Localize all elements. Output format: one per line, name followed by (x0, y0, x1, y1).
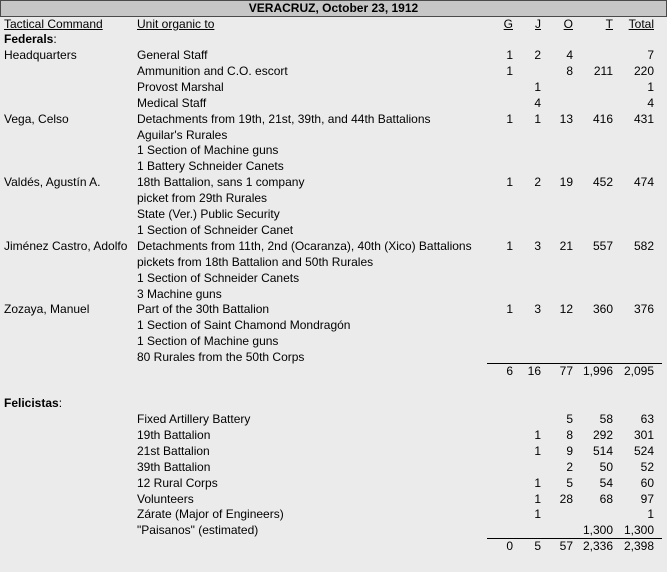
table-row (0, 301, 667, 317)
header-t: T (605, 17, 613, 31)
unit-cell: 1 Battery Schneider Canets (137, 159, 284, 174)
t-cell: 1,300 (582, 523, 613, 538)
table-row (0, 317, 667, 333)
j-cell: 3 (534, 302, 541, 317)
federals-total-j: 16 (527, 364, 541, 378)
felicistas-label: Felicistas (4, 396, 59, 410)
federals-label: Federals (4, 32, 54, 46)
o-cell: 4 (566, 48, 573, 62)
table-row (0, 158, 667, 174)
table-row (0, 427, 667, 443)
header-j: J (535, 17, 541, 31)
total-cell: 52 (640, 459, 654, 474)
felicistas-section-label (0, 395, 667, 411)
federals-total-total: 2,095 (623, 364, 654, 378)
header-o: O (563, 17, 573, 31)
command-cell: Vega, Celso (4, 111, 69, 126)
total-cell: 97 (640, 491, 654, 506)
unit-cell: Zárate (Major of Engineers) (137, 507, 284, 522)
t-cell: 68 (599, 491, 613, 506)
g-cell: 1 (506, 175, 513, 190)
federals-section-label (0, 31, 667, 47)
table-row (0, 174, 667, 190)
total-cell: 220 (633, 63, 654, 78)
total-cell: 524 (633, 443, 654, 458)
total-cell: 431 (633, 111, 654, 126)
total-cell: 1 (647, 507, 654, 522)
j-cell: 2 (534, 175, 541, 190)
unit-cell: Aguilar's Rurales (137, 127, 228, 142)
unit-cell: Ammunition and C.O. escort (137, 63, 288, 78)
j-cell: 1 (534, 427, 541, 442)
unit-cell: 19th Battalion (137, 427, 211, 442)
table-row (0, 506, 667, 522)
table-row (0, 190, 667, 206)
unit-cell: State (Ver.) Public Security (137, 207, 280, 221)
felicistas-total-o: 57 (559, 539, 573, 553)
table-row (0, 47, 667, 63)
g-cell: 1 (506, 238, 513, 253)
table-row (0, 111, 667, 127)
t-cell: 416 (592, 111, 613, 126)
table-row (0, 238, 667, 254)
federals-colon: : (53, 32, 57, 46)
total-cell: 1 (647, 79, 654, 94)
table-row (0, 475, 667, 491)
unit-cell: Detachments from 11th, 2nd (Ocaranza), 40th (Xico) Battalions (137, 238, 472, 253)
unit-cell: Provost Marshal (137, 79, 224, 94)
federals-total-g: 6 (506, 364, 513, 378)
header-row (0, 16, 667, 32)
total-cell: 474 (633, 175, 654, 190)
command-cell: Headquarters (4, 48, 77, 62)
unit-cell: 1 Section of Saint Chamond Mondragón (137, 318, 351, 333)
t-cell: 557 (592, 238, 613, 253)
table-row (0, 63, 667, 79)
unit-cell: "Paisanos" (estimated) (137, 523, 259, 538)
o-cell: 5 (566, 412, 573, 426)
unit-cell: picket from 29th Rurales (137, 191, 268, 206)
table-row (0, 95, 667, 111)
header-tactical-command: Tactical Command (4, 17, 103, 31)
header-g: G (503, 17, 513, 31)
t-cell: 360 (592, 302, 613, 317)
command-cell: Jiménez Castro, Adolfo (4, 238, 128, 253)
j-cell: 2 (534, 48, 541, 62)
command-cell: Zozaya, Manuel (4, 302, 90, 317)
felicistas-colon: : (58, 396, 63, 410)
unit-cell: Fixed Artillery Battery (137, 412, 251, 426)
table-row (0, 411, 667, 427)
table-row (0, 491, 667, 507)
unit-cell: 1 Section of Schneider Canet (137, 222, 294, 237)
unit-cell: 21st Battalion (137, 443, 210, 458)
t-cell: 50 (599, 459, 613, 474)
j-cell: 4 (534, 95, 541, 110)
unit-cell: 12 Rural Corps (137, 475, 218, 490)
g-cell: 1 (506, 63, 513, 78)
g-cell: 1 (506, 48, 513, 62)
command-cell: Valdés, Agustín A. (4, 175, 101, 190)
o-cell: 2 (566, 459, 573, 474)
total-cell: 4 (647, 95, 654, 110)
felicistas-total-t: 2,336 (582, 539, 613, 553)
unit-cell: 1 Section of Machine guns (137, 334, 279, 349)
table-row (0, 286, 667, 302)
felicistas-total-g: 0 (506, 539, 513, 553)
felicistas-total-total: 2,398 (623, 539, 654, 553)
o-cell: 28 (559, 491, 573, 506)
federals-total-o: 77 (559, 364, 573, 378)
table-row (0, 459, 667, 475)
o-cell: 9 (566, 443, 573, 458)
j-cell: 1 (534, 491, 541, 506)
total-cell: 301 (633, 427, 654, 442)
t-cell: 54 (599, 475, 613, 490)
o-cell: 5 (566, 475, 573, 490)
total-cell: 582 (633, 238, 654, 253)
table-row (0, 522, 667, 538)
table-row (0, 79, 667, 95)
total-cell: 63 (640, 412, 654, 426)
sheet-title: VERACRUZ, October 23, 1912 (0, 0, 667, 17)
g-cell: 1 (506, 111, 513, 126)
table-row (0, 254, 667, 270)
o-cell: 8 (566, 63, 573, 78)
unit-cell: 1 Section of Machine guns (137, 143, 279, 158)
o-cell: 13 (559, 111, 573, 126)
total-cell: 1,300 (623, 523, 654, 538)
total-cell: 60 (640, 475, 654, 490)
table-row (0, 127, 667, 143)
unit-cell: General Staff (137, 48, 208, 62)
table-row (0, 443, 667, 459)
table-row (0, 142, 667, 158)
table-row (0, 333, 667, 349)
federals-total-t: 1,996 (582, 364, 613, 378)
unit-cell: pickets from 18th Battalion and 50th Rurales (137, 254, 374, 269)
total-cell: 7 (647, 48, 654, 62)
j-cell: 1 (534, 79, 541, 94)
t-cell: 452 (592, 175, 613, 190)
o-cell: 21 (559, 238, 573, 253)
table-row (0, 270, 667, 286)
o-cell: 8 (566, 427, 573, 442)
felicistas-totals-row (0, 538, 667, 554)
unit-cell: 3 Machine guns (137, 286, 222, 301)
g-cell: 1 (506, 302, 513, 317)
j-cell: 1 (534, 475, 541, 490)
header-total: Total (628, 17, 654, 31)
table-row (0, 222, 667, 238)
j-cell: 3 (534, 238, 541, 253)
j-cell: 1 (534, 507, 541, 522)
j-cell: 1 (534, 443, 541, 458)
total-cell: 376 (633, 302, 654, 317)
t-cell: 211 (593, 63, 613, 78)
o-cell: 12 (559, 302, 573, 317)
unit-cell: Part of the 30th Battalion (137, 302, 270, 317)
j-cell: 1 (534, 111, 541, 126)
header-unit: Unit organic to (137, 17, 215, 31)
t-cell: 514 (592, 443, 613, 458)
unit-cell: 39th Battalion (137, 459, 211, 474)
unit-cell: 1 Section of Schneider Canets (137, 270, 300, 285)
t-cell: 292 (592, 427, 613, 442)
federals-totals-row (0, 363, 667, 379)
unit-cell: Volunteers (137, 491, 194, 506)
unit-cell: 18th Battalion, sans 1 company (137, 175, 305, 190)
o-cell: 19 (559, 175, 573, 190)
felicistas-total-j: 5 (534, 539, 541, 553)
unit-cell: 80 Rurales from the 50th Corps (137, 350, 305, 365)
unit-cell: Medical Staff (137, 95, 207, 110)
t-cell: 58 (599, 412, 613, 426)
table-row (0, 206, 667, 222)
unit-cell: Detachments from 19th, 21st, 39th, and 44th Battalions (137, 111, 431, 126)
